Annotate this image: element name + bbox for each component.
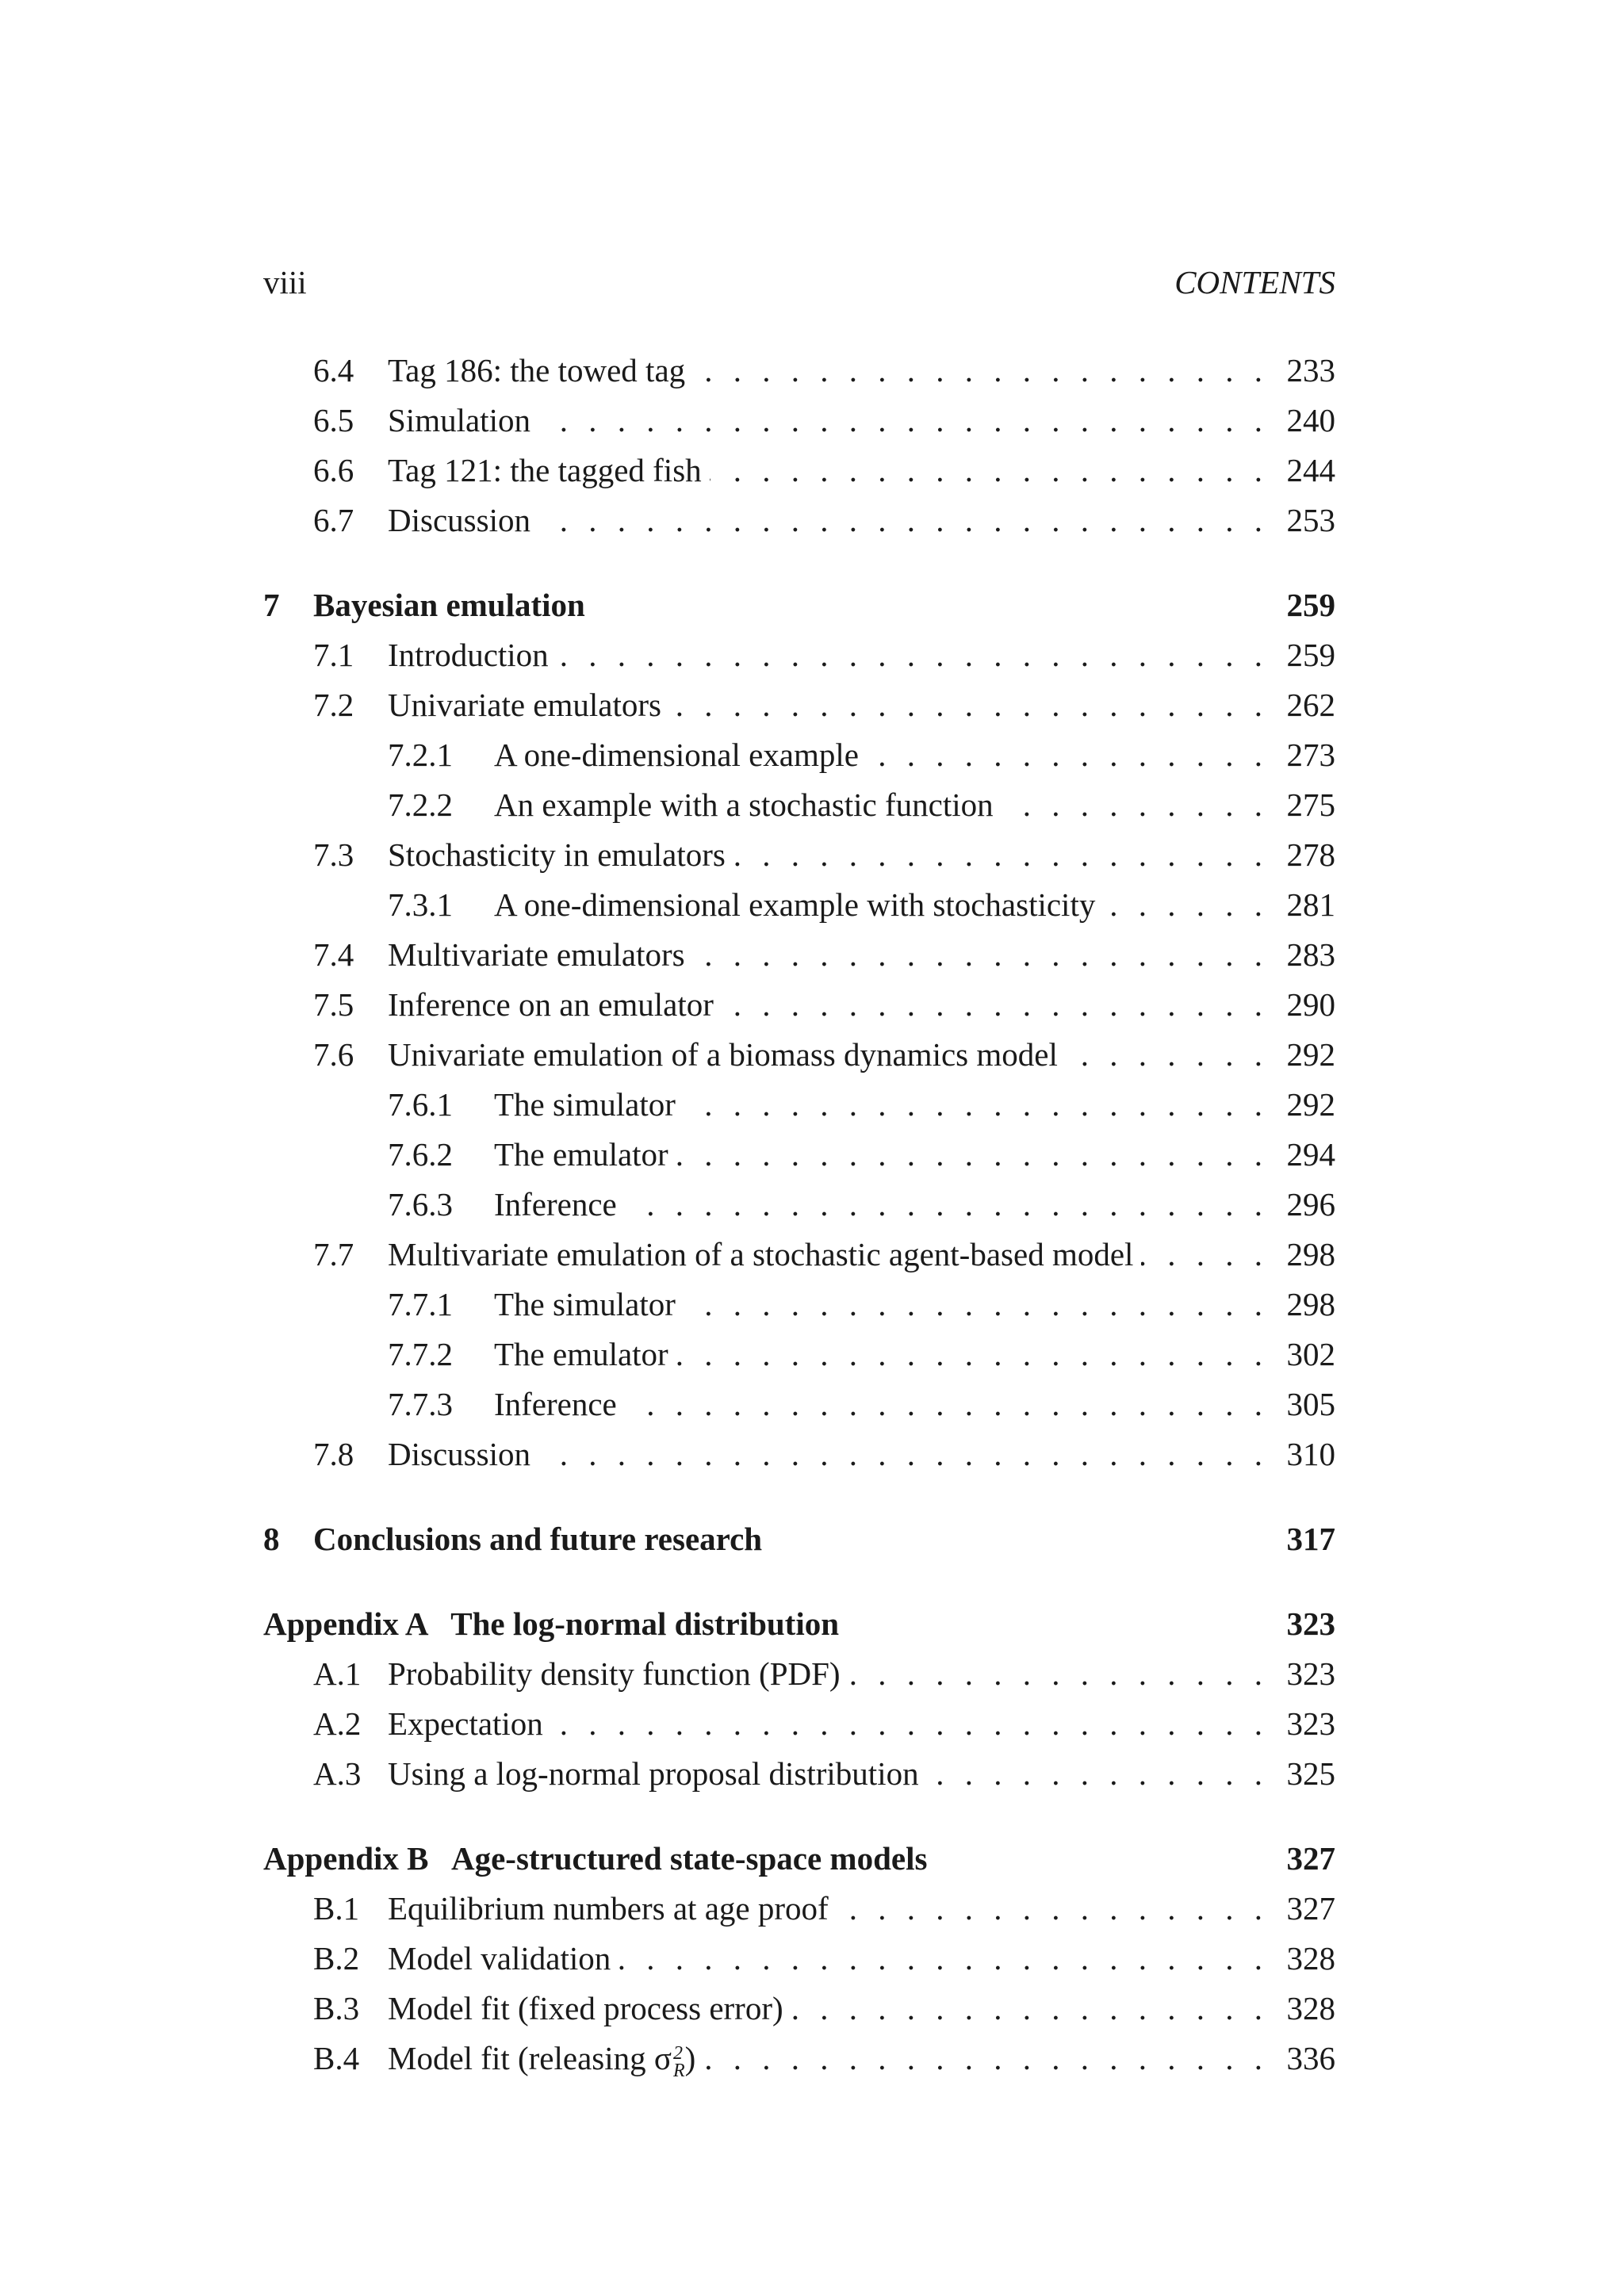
running-title: CONTENTS	[1174, 264, 1335, 300]
toc-entry-number: 7.8	[313, 1436, 354, 1472]
toc-entry-number: 7.7.1	[388, 1286, 453, 1322]
toc-entry-line	[388, 1934, 1335, 1984]
toc-entry-number: 7.6.1	[388, 1086, 453, 1123]
toc-section-entry[interactable]	[263, 1699, 1335, 1749]
toc-entry-page: 283	[1272, 930, 1335, 980]
toc-entry-title: A one-dimensional example with stochasticity	[494, 880, 1103, 930]
toc-entry-title: Simulation	[388, 396, 538, 446]
toc-entry-number: B.3	[313, 1990, 360, 2026]
toc-entry-number: 7.5	[313, 986, 354, 1023]
toc-entry-number: 7.6.2	[388, 1136, 453, 1173]
toc-section-entry[interactable]	[263, 930, 1335, 980]
toc-entry-line	[388, 1749, 1335, 1799]
toc-chapter-entry[interactable]	[263, 1599, 1335, 1649]
toc-entry-line	[494, 1330, 1335, 1380]
toc-entry-line	[388, 830, 1335, 880]
toc-subsection-entry[interactable]	[263, 1180, 1335, 1230]
toc-entry-line	[388, 1030, 1335, 1080]
toc-entry-page: 302	[1272, 1330, 1335, 1380]
toc-subsection-entry[interactable]	[263, 1130, 1335, 1180]
toc-section-entry[interactable]	[263, 2034, 1335, 2084]
toc-entry-line	[263, 1834, 1335, 1884]
toc-section-entry[interactable]	[263, 396, 1335, 446]
toc-subsection-entry[interactable]	[263, 880, 1335, 930]
toc-chapter-entry[interactable]	[263, 1514, 1335, 1564]
toc-entry-title: Inference	[494, 1180, 625, 1230]
toc-entry-page: 305	[1272, 1380, 1335, 1429]
toc-entry-title: Tag 121: the tagged fish	[388, 446, 710, 496]
toc-entry-line	[388, 1984, 1335, 2034]
toc-entry-title: Expectation	[388, 1699, 551, 1749]
toc-entry-number: 7.3	[313, 836, 354, 873]
toc-section-entry[interactable]	[263, 1230, 1335, 1280]
toc-entry-title: Model fit (fixed process error)	[388, 1984, 791, 2034]
toc-entry-page: 273	[1272, 730, 1335, 780]
toc-entry-title: Univariate emulation of a biomass dynamics model	[388, 1030, 1066, 1080]
toc-entry-number: 7.7	[313, 1236, 354, 1272]
toc-entry-page: 323	[1272, 1599, 1335, 1649]
math-sub-sup: 2 R	[672, 2042, 685, 2081]
toc-entry-page: 317	[1272, 1514, 1335, 1564]
toc-entry-title: Stochasticity in emulators	[388, 830, 733, 880]
toc-entry-number: 7.4	[313, 936, 354, 973]
toc-entry-page: 325	[1272, 1749, 1335, 1799]
toc-entry-line	[494, 1180, 1335, 1230]
toc-entry-title: Multivariate emulation of a stochastic agent-based model	[388, 1230, 1141, 1280]
toc-entry-page: 278	[1272, 830, 1335, 880]
toc-entry-number: A.3	[313, 1755, 362, 1792]
toc-entry-page: 253	[1272, 496, 1335, 545]
toc-subsection-entry[interactable]	[263, 1280, 1335, 1330]
toc-entry-line	[388, 630, 1335, 680]
toc-section-entry[interactable]	[263, 630, 1335, 680]
toc-section-entry[interactable]	[263, 1884, 1335, 1934]
toc-entry-title: Bayesian emulation	[313, 580, 593, 630]
toc-entry-page: 310	[1272, 1429, 1335, 1479]
running-head	[263, 258, 1335, 306]
toc-entry-line	[388, 930, 1335, 980]
table-of-contents	[263, 346, 1335, 2084]
toc-entry-line	[313, 1514, 1335, 1564]
toc-entry-page: 296	[1272, 1180, 1335, 1230]
toc-entry-number: 7.2.1	[388, 737, 453, 773]
toc-section-entry[interactable]	[263, 1934, 1335, 1984]
toc-entry-line	[388, 1429, 1335, 1479]
toc-entry-line	[494, 880, 1335, 930]
toc-entry-number: A.1	[313, 1655, 362, 1692]
toc-entry-page: 323	[1272, 1699, 1335, 1749]
toc-subsection-entry[interactable]	[263, 780, 1335, 830]
toc-entry-title: An example with a stochastic function	[494, 780, 1002, 830]
toc-entry-page: 259	[1272, 580, 1335, 630]
toc-entry-line	[313, 580, 1335, 630]
toc-section-entry[interactable]	[263, 980, 1335, 1030]
toc-entry-line	[388, 680, 1335, 730]
toc-entry-number: 6.5	[313, 402, 354, 438]
toc-entry-number: B.2	[313, 1940, 360, 1976]
toc-section-entry[interactable]	[263, 1984, 1335, 2034]
toc-section-entry[interactable]	[263, 830, 1335, 880]
toc-entry-number: 7	[263, 587, 280, 623]
toc-entry-page: 262	[1272, 680, 1335, 730]
toc-entry-line	[388, 446, 1335, 496]
toc-section-entry[interactable]	[263, 446, 1335, 496]
toc-entry-number: 7.1	[313, 637, 354, 673]
toc-entry-page: 290	[1272, 980, 1335, 1030]
toc-entry-page: 298	[1272, 1280, 1335, 1330]
toc-entry-number: A.2	[313, 1705, 362, 1742]
toc-entry-title: Tag 186: the towed tag	[388, 346, 693, 396]
toc-entry-title: Inference on an emulator	[388, 980, 722, 1030]
toc-entry-page: 292	[1272, 1080, 1335, 1130]
page-number: viii	[263, 264, 307, 300]
toc-entry-line	[494, 1380, 1335, 1429]
toc-section-entry[interactable]	[263, 1429, 1335, 1479]
toc-entry-line	[388, 496, 1335, 545]
toc-section-entry[interactable]	[263, 1649, 1335, 1699]
toc-entry-title: Discussion	[388, 1429, 538, 1479]
toc-entry-page: 328	[1272, 1934, 1335, 1984]
toc-entry-line	[494, 780, 1335, 830]
toc-entry-page: 275	[1272, 780, 1335, 830]
toc-entry-line	[388, 1230, 1335, 1280]
toc-entry-number: 7.7.3	[388, 1386, 453, 1422]
toc-entry-line	[388, 1884, 1335, 1934]
toc-entry-title: Probability density function (PDF)	[388, 1649, 848, 1699]
toc-entry-number: B.1	[313, 1890, 360, 1927]
toc-entry-line	[494, 1280, 1335, 1330]
toc-entry-title: Appendix A The log-normal distribution	[263, 1599, 847, 1649]
toc-entry-number: 7.2	[313, 687, 354, 723]
toc-entry-number: 6.6	[313, 452, 354, 488]
toc-entry-title: Using a log-normal proposal distribution	[388, 1749, 927, 1799]
toc-subsection-entry[interactable]	[263, 730, 1335, 780]
toc-chapter-entry[interactable]	[263, 580, 1335, 630]
toc-entry-title: Introduction	[388, 630, 557, 680]
toc-entry-title: The simulator	[494, 1280, 684, 1330]
toc-entry-title: A one-dimensional example	[494, 730, 867, 780]
toc-entry-line	[263, 1599, 1335, 1649]
toc-entry-number: 6.4	[313, 352, 354, 388]
toc-entry-title: Appendix B Age-structured state-space models	[263, 1834, 935, 1884]
toc-entry-page: 336	[1272, 2034, 1335, 2084]
toc-entry-title: The emulator	[494, 1330, 676, 1380]
toc-entry-page: 240	[1272, 396, 1335, 446]
toc-entry-page: 294	[1272, 1130, 1335, 1180]
toc-entry-page: 328	[1272, 1984, 1335, 2034]
toc-section-entry[interactable]	[263, 1749, 1335, 1799]
toc-entry-line	[494, 1130, 1335, 1180]
toc-entry-line	[388, 2034, 1335, 2084]
toc-entry-line	[494, 730, 1335, 780]
toc-entry-page: 281	[1272, 880, 1335, 930]
toc-entry-line	[388, 1649, 1335, 1699]
toc-entry-page: 327	[1272, 1834, 1335, 1884]
toc-entry-title: Inference	[494, 1380, 625, 1429]
toc-entry-title: Model fit (releasing σ 2 R )	[388, 2034, 703, 2084]
toc-entry-number: 7.7.2	[388, 1336, 453, 1372]
toc-subsection-entry[interactable]	[263, 1080, 1335, 1130]
toc-entry-number: B.4	[313, 2040, 360, 2076]
toc-entry-title: Conclusions and future research	[313, 1514, 770, 1564]
toc-entry-number: 7.6.3	[388, 1186, 453, 1223]
toc-entry-title: The emulator	[494, 1130, 676, 1180]
toc-entry-number: 8	[263, 1521, 280, 1557]
toc-subsection-entry[interactable]	[263, 1330, 1335, 1380]
toc-entry-page: 327	[1272, 1884, 1335, 1934]
toc-entry-page: 259	[1272, 630, 1335, 680]
toc-entry-title: The simulator	[494, 1080, 684, 1130]
toc-section-entry[interactable]	[263, 1030, 1335, 1080]
toc-entry-number: 7.3.1	[388, 886, 453, 923]
toc-subsection-entry[interactable]	[263, 1380, 1335, 1429]
toc-chapter-entry[interactable]	[263, 1834, 1335, 1884]
toc-entry-number: 7.2.2	[388, 786, 453, 823]
toc-entry-title: Discussion	[388, 496, 538, 545]
toc-section-entry[interactable]	[263, 496, 1335, 545]
toc-entry-number: 6.7	[313, 502, 354, 538]
toc-entry-line	[388, 396, 1335, 446]
toc-entry-page: 323	[1272, 1649, 1335, 1699]
toc-entry-title: Univariate emulators	[388, 680, 669, 730]
toc-section-entry[interactable]	[263, 346, 1335, 396]
toc-entry-title: Model validation	[388, 1934, 619, 1984]
toc-entry-line	[388, 1699, 1335, 1749]
toc-entry-page: 244	[1272, 446, 1335, 496]
toc-entry-page: 292	[1272, 1030, 1335, 1080]
toc-entry-page: 233	[1272, 346, 1335, 396]
toc-entry-number: 7.6	[313, 1036, 354, 1073]
toc-entry-line	[388, 980, 1335, 1030]
toc-entry-page: 298	[1272, 1230, 1335, 1280]
toc-entry-line	[388, 346, 1335, 396]
toc-entry-title: Equilibrium numbers at age proof	[388, 1884, 837, 1934]
toc-entry-line	[494, 1080, 1335, 1130]
toc-section-entry[interactable]	[263, 680, 1335, 730]
toc-entry-title: Multivariate emulators	[388, 930, 693, 980]
